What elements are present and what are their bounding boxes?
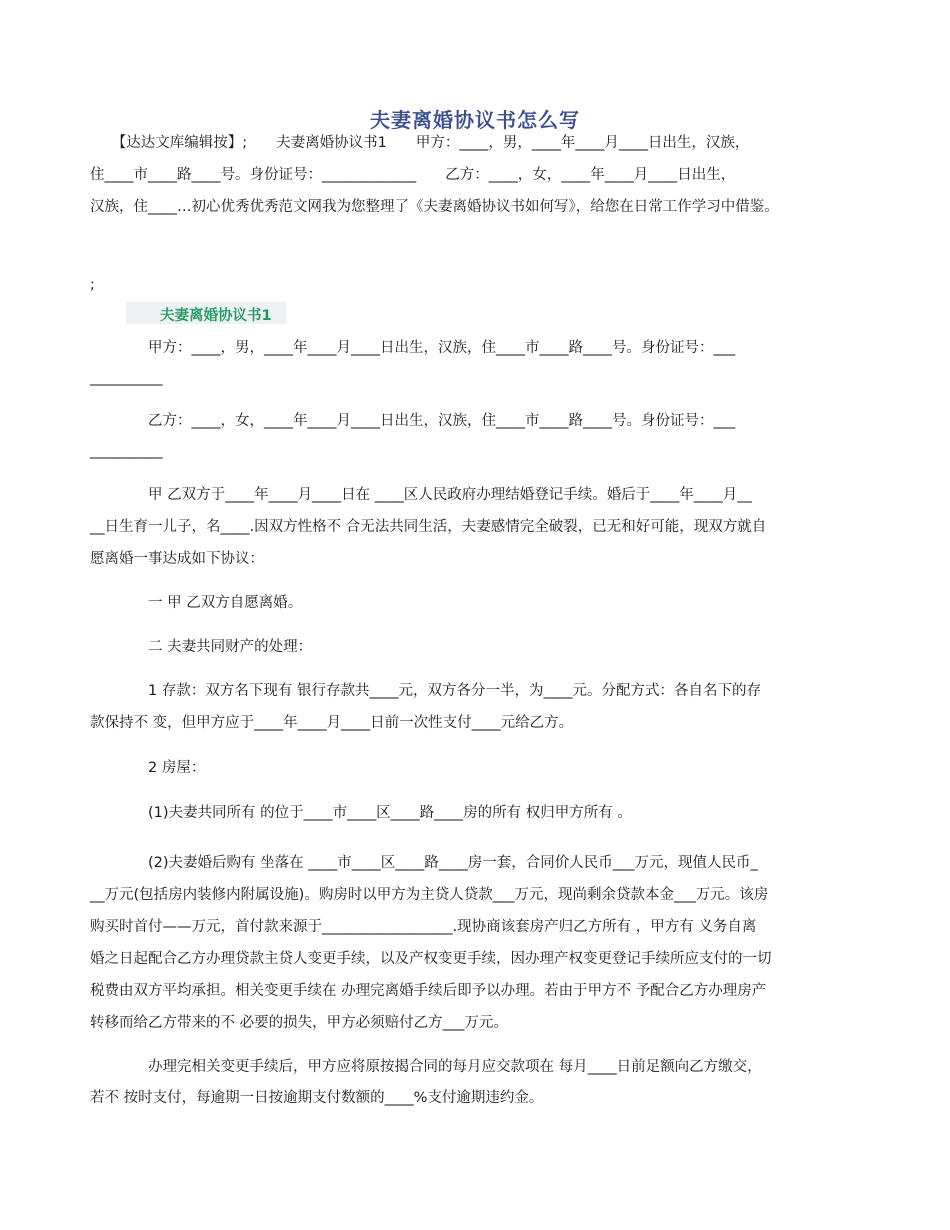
intro-line: 汉族，住____…初心优秀优秀范文网我为您整理了《夫妻离婚协议书如何写》，给您在日常工作学习中借鉴。 — [90, 199, 779, 215]
paragraph-line: 转移而给乙方带来的不 必要的损失，甲方必须赔付乙方___万元。 — [90, 1015, 508, 1031]
paragraph-line: 婚之日起配合乙方办理贷款主贷人变更手续，以及产权变更手续，因办理产权变更登记手续所应支付的一切 — [90, 951, 772, 967]
paragraph-line: 2 房屋： — [90, 760, 206, 776]
paragraph-line: 购买时首付——万元，首付款来源于__________________.现协商该套房产归乙方所有 ，甲方有 义务自离 — [90, 919, 757, 935]
section-heading-box — [126, 302, 286, 324]
paragraph-line: 若不 按时支付，每逾期一日按逾期支付数额的____%支付逾期违约金。 — [90, 1090, 544, 1106]
paragraph-line: 甲 乙双方于____年____月____日在 ____区人民政府办理结婚登记手续。婚后于____年____月__ — [90, 487, 752, 503]
paragraph-line: 办理完相关变更手续后，甲方应将原按揭合同的每月应交款项在 每月____日前足额向乙方缴交， — [90, 1059, 762, 1075]
paragraph-line: __日生育一儿子，名____.因双方性格不 合无法共同生活，夫妻感情完全破裂，已无和好可能，现双方就自 — [90, 519, 767, 535]
paragraph-line: __万元(包括房内装修内附属设施)。购房时以甲方为主贷人贷款___万元，现尚剩余贷款本金___万元。该房 — [90, 887, 769, 903]
paragraph-line: 一 甲 乙双方自愿离婚。 — [90, 595, 303, 611]
paragraph-line: 1 存款：双方名下现有 银行存款共____元，双方各分一半，为____元。分配方式：各自名下的存 — [90, 683, 761, 699]
paragraph-line: 愿离婚一事达成如下协议： — [90, 551, 264, 567]
paragraph-line: 款保持不 变，但甲方应于____年____月____日前一次性支付____元给乙方。 — [90, 715, 574, 731]
paragraph-line: (2)夫妻婚后购有 坐落在 ____市____区____路____房一套，合同价人民币___万元，现值人民币_ — [90, 855, 758, 871]
paragraph-line: 乙方：____，女，____年____月____日出生，汉族，住____市____路____号。身份证号：___ — [90, 413, 736, 429]
document-title: 夫妻离婚协议书怎么写 — [370, 108, 580, 132]
paragraph-line: __________ — [90, 370, 163, 386]
section-heading: 夫妻离婚协议书1 — [160, 308, 272, 324]
paragraph-line: (1)夫妻共同所有 的位于____市____区____路____房的所有 权归甲方所有 。 — [90, 805, 632, 821]
intro-line: 住____市____路____号。身份证号：_____________ 乙方：____，女，____年____月____日出生， — [90, 167, 736, 183]
paragraph-line: __________ — [90, 443, 163, 459]
paragraph-line: 税费由双方平均承担。相关变更手续在 办理完离婚手续后即予以办理。若由于甲方不 予配合乙方办理房产 — [90, 983, 767, 999]
paragraph-line: 二 夫妻共同财产的处理： — [90, 639, 313, 655]
separator-semicolon: ; — [90, 277, 95, 293]
intro-line: 【达达文库编辑按】; 夫妻离婚协议书1 甲方：____，男，____年____月____日出生，汉族， — [90, 135, 750, 151]
paragraph-line: 甲方：____，男，____年____月____日出生，汉族，住____市____路____号。身份证号：___ — [90, 340, 736, 356]
